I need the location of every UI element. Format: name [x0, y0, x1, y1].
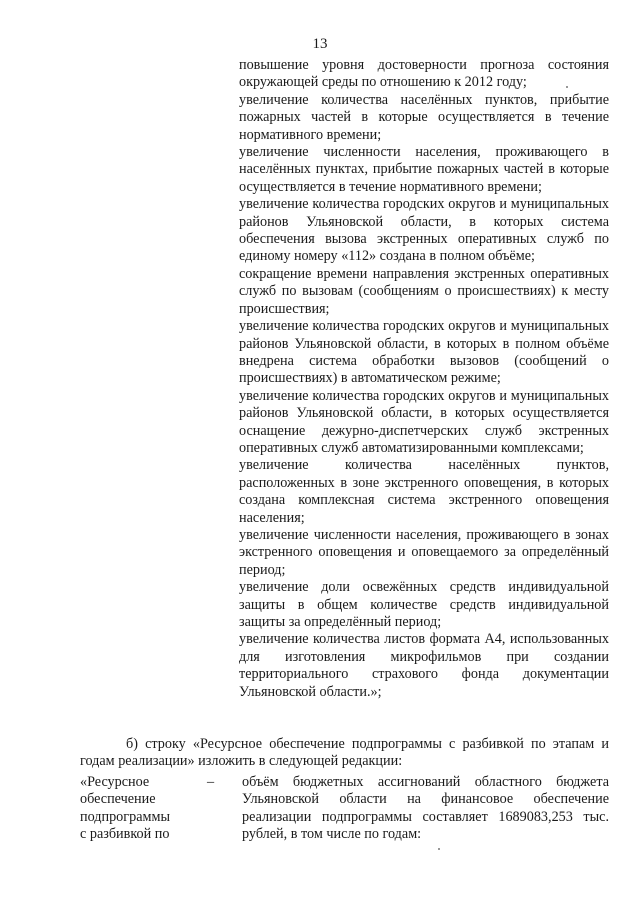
- label-line: с разбивкой по: [80, 826, 170, 843]
- scan-speck: [566, 86, 568, 88]
- label-line: «Ресурсное: [80, 774, 150, 790]
- table-row-dash: –: [207, 774, 215, 790]
- scan-speck: [438, 848, 440, 850]
- label-line: подпрограммы: [80, 808, 170, 825]
- label-line: обеспечение: [80, 791, 156, 808]
- indicator-item: увеличение численности населения, проживающего в зонах экстренного оповещения и оповещаемого за определённый период;: [239, 526, 609, 578]
- table-row-label: [80, 774, 200, 844]
- indicator-item: увеличение количества листов формата А4, использованных для изготовления микрофильмов при создании территориального страхового фонда документации Ульяновской области.»;: [239, 631, 609, 700]
- indicator-item: увеличение количества населённых пунктов, расположенных в зоне экстренного оповещения, в которых создана комплексная система экстренного оповещения населения;: [239, 457, 609, 526]
- instruction-text: б) строку «Ресурсное обеспечение подпрограммы с разбивкой по этапам и годам реализации» изложить в следующей редакции:: [80, 736, 609, 770]
- indicator-item: увеличение численности населения, проживающего в населённых пунктах, прибытие пожарных частей в которые осуществляется в течение нормативного времени;: [239, 144, 609, 195]
- indicator-item: увеличение количества городских округов и муниципальных районов Ульяновской области, в которых система обеспечения вызова экстренных оперативных служб по единому номеру «112» создана в полном объёме;: [239, 196, 609, 265]
- indicator-item: увеличение количества городских округов и муниципальных районов Ульяновской области, в которых в полном объёме внедрена система обработки вызовов (сообщений о происшествиях) в автоматическом режиме;: [239, 318, 609, 387]
- indicator-item: увеличение доли освежённых средств индивидуальной защиты в общем количестве средств индивидуальной защиты за определённый период;: [239, 579, 609, 630]
- indicator-item: сокращение времени направления экстренных оперативных служб по вызовам (сообщениям о происшествиях) к месту происшествия;: [239, 265, 609, 317]
- target-indicators-list: [239, 57, 609, 701]
- indicator-item: повышение уровня достоверности прогноза состояния окружающей среды по отношению к 2012 году;: [239, 57, 609, 91]
- indicator-item: увеличение количества городских округов и муниципальных районов Ульяновской области, в которых осуществляется оснащение дежурно-диспетчерских служб экстренных оперативных служб автоматизированными комплексами;: [239, 387, 609, 456]
- instruction-paragraph: [80, 736, 609, 771]
- table-row-value: объём бюджетных ассигнований областного бюджета Ульяновской области на финансовое обеспечение реализации подпрограммы составляет 1689083,253 тыс. рублей, в том числе по годам:: [242, 774, 609, 843]
- indicator-item: увеличение количества населённых пунктов, прибытие пожарных частей в которые осуществляется в течение нормативного времени;: [239, 91, 609, 143]
- page-number: 13: [312, 36, 328, 52]
